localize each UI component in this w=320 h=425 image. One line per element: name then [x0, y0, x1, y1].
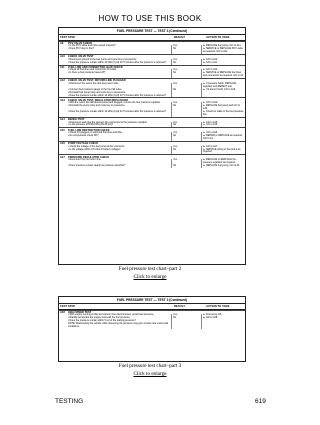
chart-column-headers	[59, 303, 245, 310]
fuel-pressure-chart-part-3	[58, 296, 246, 362]
test-step-result: No	[171, 124, 201, 127]
chart-column-headers	[59, 34, 245, 41]
column-header-test-step: TEST STEP	[60, 304, 76, 308]
test-step-id: A15	[60, 128, 65, 132]
test-step-result: Yes	[171, 159, 201, 165]
test-step	[59, 93, 245, 116]
test-step-id: A9	[60, 41, 64, 45]
table-row	[59, 323, 245, 329]
fuel-pressure-chart-part-2	[58, 27, 246, 265]
test-step-result: No	[171, 149, 201, 155]
chart-caption-part-2: Fuel pressure test chart–part 2	[118, 266, 182, 272]
test-step-result: Yes	[171, 69, 201, 72]
test-step-title: BENCH TEST	[68, 118, 85, 122]
test-step-id: A17	[60, 155, 65, 159]
test-step-result: No	[171, 165, 201, 168]
test-step-id: A16	[60, 142, 65, 146]
test-step-action: ► REPLACE or REPLACE the pressure regulator as required.	[201, 159, 245, 165]
table-row	[59, 149, 245, 155]
test-step-action: ► If pressure holds, REPLACE regulator and REPEAT test.	[201, 83, 245, 89]
test-step-description: • Disconnect and plug the vacuum line connected to the pressure regulator.	[68, 120, 148, 124]
test-step-action: ► Check for leaks in the fuel pressure line.	[203, 109, 244, 116]
test-step-action: ► GO to A15.	[201, 122, 245, 125]
test-step-result: Yes	[171, 83, 201, 89]
test-step-description: • Disconnect the return line and plug return side.	[68, 81, 120, 85]
test-step-description: NOTE: Road testing the vehicle while observing the pressure may give a better test under load conditions.	[68, 322, 169, 328]
test-step-title: PUMP VOLTAGE CHECK	[68, 142, 99, 146]
test-step-description: • Is the voltage within 0.5 volts of battery voltage?	[68, 147, 121, 151]
test-step-result: Yes	[171, 314, 201, 317]
test-step-action: ► GO to A17.	[201, 146, 245, 149]
column-header-test-step: TEST STEP	[60, 35, 76, 39]
test-step-title: FUEL LINE AND CONNECTOR LEAK CHECK	[68, 65, 123, 69]
test-step-action: ► SERVICE or REPLACE fuel lines and connectors as required. GO to A1.	[203, 71, 244, 78]
test-step-description: • Reconnect the fuel return line.	[68, 158, 102, 162]
enlarge-link-text[interactable]: Click to enlarge	[133, 371, 167, 377]
test-step-result: Yes	[171, 122, 201, 125]
test-step-action: ► SERVICE wiring to fuel pump as required.	[201, 149, 245, 155]
test-step-result: Yes	[171, 102, 201, 105]
test-step-title: CHECK VALVE TEST, RETURN LINE PLUGGED	[68, 79, 126, 83]
test-step-action: ► GO to A16.	[201, 124, 245, 127]
test-step	[59, 154, 245, 168]
test-step-description: • Does the pressure remain within 14 kPa (2 psi) for 5 minutes after the pressure is relieved?	[68, 109, 166, 113]
test-step-result: No	[171, 105, 201, 111]
table-row	[59, 62, 245, 65]
table-row	[59, 135, 245, 141]
test-step-description: • Check the voltage to the fuel pump at the connector.	[68, 144, 125, 148]
test-step-id: A12	[60, 79, 65, 83]
table-row	[59, 111, 245, 117]
table-row	[59, 48, 245, 54]
chart-title: FUEL PRESSURE TEST — TEST 3 (Continued)	[116, 298, 188, 302]
test-step-result: No	[171, 62, 201, 65]
test-step-result: No	[171, 48, 201, 54]
column-header-action: ACTION TO TAKE	[206, 304, 230, 308]
test-step-action: ► GO to A18.	[201, 317, 245, 320]
test-step-result: Yes	[171, 59, 201, 62]
test-step-id: A10	[60, 55, 65, 59]
column-header-action: ACTION TO TAKE	[206, 35, 230, 39]
test-step	[59, 41, 245, 55]
test-step-action: ► GO to A12.	[201, 69, 245, 72]
table-row	[59, 72, 245, 78]
test-step-result: No	[171, 317, 201, 320]
test-step-action: ► GO to A11.	[201, 62, 245, 65]
test-step-result: No	[171, 135, 201, 141]
test-step-id: A13	[60, 98, 65, 102]
test-step-action: ► REPLACE fuel pump and GO to A14.	[201, 105, 245, 111]
test-step-action: ► Fuel pump OK.	[201, 314, 245, 317]
test-step-description: • Does the pressure remain within 5 psi of the starting pressure?	[68, 319, 136, 323]
test-step-action: ► GO to A14.	[201, 102, 245, 105]
test-step-action	[201, 323, 245, 329]
test-step-description: • Is the pressure 270-310 kPa (39-45 psi)?	[68, 123, 113, 127]
test-step-action	[201, 95, 245, 98]
column-header-result: RESULT	[174, 35, 185, 39]
test-step-description: • Does the pressure remain within 14 kPa (2 psi) for 5 minutes after the pressure is relieved?	[68, 60, 166, 64]
enlarge-link-part-3[interactable]	[0, 371, 300, 377]
test-step-description: • Check all fuel lines and connectors for leaks.	[68, 68, 117, 72]
test-step-action: ► REPLACE fuel pump. GO to A1.	[201, 165, 245, 168]
test-step-description: • Is there a fuel pressure bleed-off?	[68, 71, 106, 75]
test-step-title: CHECK VALVE TEST, REGULATOR REPLUGGED	[68, 98, 129, 102]
test-step-id: A14	[60, 118, 65, 122]
test-step-result: No	[171, 89, 201, 92]
test-step-title: CHECK VALVE TEST	[68, 55, 94, 59]
test-step-result	[171, 95, 201, 98]
test-step	[59, 310, 245, 329]
table-row	[59, 95, 245, 98]
chart-caption-part-3: Fuel pressure test chart–part 3	[118, 363, 182, 369]
test-step-result	[171, 323, 201, 329]
test-step-action: ► GO to A14.	[201, 59, 245, 62]
column-header-result: RESULT	[174, 304, 185, 308]
test-step	[59, 127, 245, 141]
test-step-title: PCV VALVE CHECK	[68, 41, 93, 45]
chart-steps	[59, 310, 245, 329]
test-step-description: • Connect fuel pressure gauge to the fuel rail valve.	[68, 87, 123, 91]
test-step-description: • Rapidly accelerate the engine and read the fuel pressure.	[68, 316, 131, 320]
test-step-description: • With the return line still disconnected and plugged, remove the fuel pressure regulator.	[68, 101, 161, 105]
test-step-action: ► If it doesn't hold, GO to A13.	[201, 89, 245, 92]
test-step-result: Yes	[171, 45, 201, 48]
test-step-description: • Is the PCV valve and hose routed properly?	[68, 44, 116, 48]
test-step	[59, 54, 245, 65]
test-step-action: ► GO to A16.	[201, 132, 245, 135]
test-step	[59, 65, 245, 79]
test-step	[59, 117, 245, 128]
test-step-description: • Does the pressure remain within 14 kPa (2 psi) for 5 minutes after the pressure is relieved?	[68, 93, 166, 97]
enlarge-link-text[interactable]: Click to enlarge	[133, 274, 167, 280]
test-step-description: • Does pressure remain steady as pressure specified?	[68, 163, 126, 167]
test-step-title: HIGH SPEED TEST	[68, 310, 92, 314]
test-step-action: ► SERVICE or REPLACE PCV valve as required. GO to A11.	[201, 48, 245, 54]
test-step-result	[171, 111, 201, 117]
chart-title: FUEL PRESSURE TEST — TEST 3 (Continued)	[116, 29, 188, 33]
test-step-result: Yes	[171, 146, 201, 149]
page-header: HOW TO USE THIS BOOK	[98, 14, 202, 23]
test-step-description: • Reinstall the pump relay and cycle key to pressurize.	[68, 104, 126, 108]
test-step-title: PRESSURE REGULATOR CHECK	[68, 155, 110, 159]
test-step-description: • Does PCV stay in line?	[68, 47, 94, 51]
test-step-description: • With engine running at idle and vacuum line disconnected, record fuel pressure.	[68, 313, 154, 317]
test-step-title: FUEL LINE RESTRICTION CHECK	[68, 128, 110, 132]
test-step-description: • Reinstall fuel pump relay and cycle key to pressurize.	[68, 90, 126, 94]
footer-section-title: TESTING	[55, 398, 84, 405]
test-step-action: ► REPLACE fuel pump. GO to A11.	[201, 45, 245, 48]
enlarge-link-part-2[interactable]	[0, 274, 300, 280]
test-step-id: A18	[60, 310, 65, 314]
test-step	[59, 78, 245, 97]
chart-steps	[59, 41, 245, 168]
test-step-description: • Do components check OK?	[68, 134, 99, 137]
test-step-description: • Reconnect ground to the fuel pump and cycle key to pressurize.	[68, 57, 138, 61]
test-step	[59, 141, 245, 155]
test-step-action: ► REPAIR or REPLACE as required. GO to A1.	[201, 135, 245, 141]
test-step-description: • Check for plugged or restricted fuel lines and filter.	[68, 131, 123, 135]
test-step-id: A11	[60, 65, 65, 69]
test-step-result: No	[171, 72, 201, 78]
test-step-result: Yes	[171, 132, 201, 135]
table-row	[59, 165, 245, 168]
footer-page-number: 619	[255, 398, 266, 405]
